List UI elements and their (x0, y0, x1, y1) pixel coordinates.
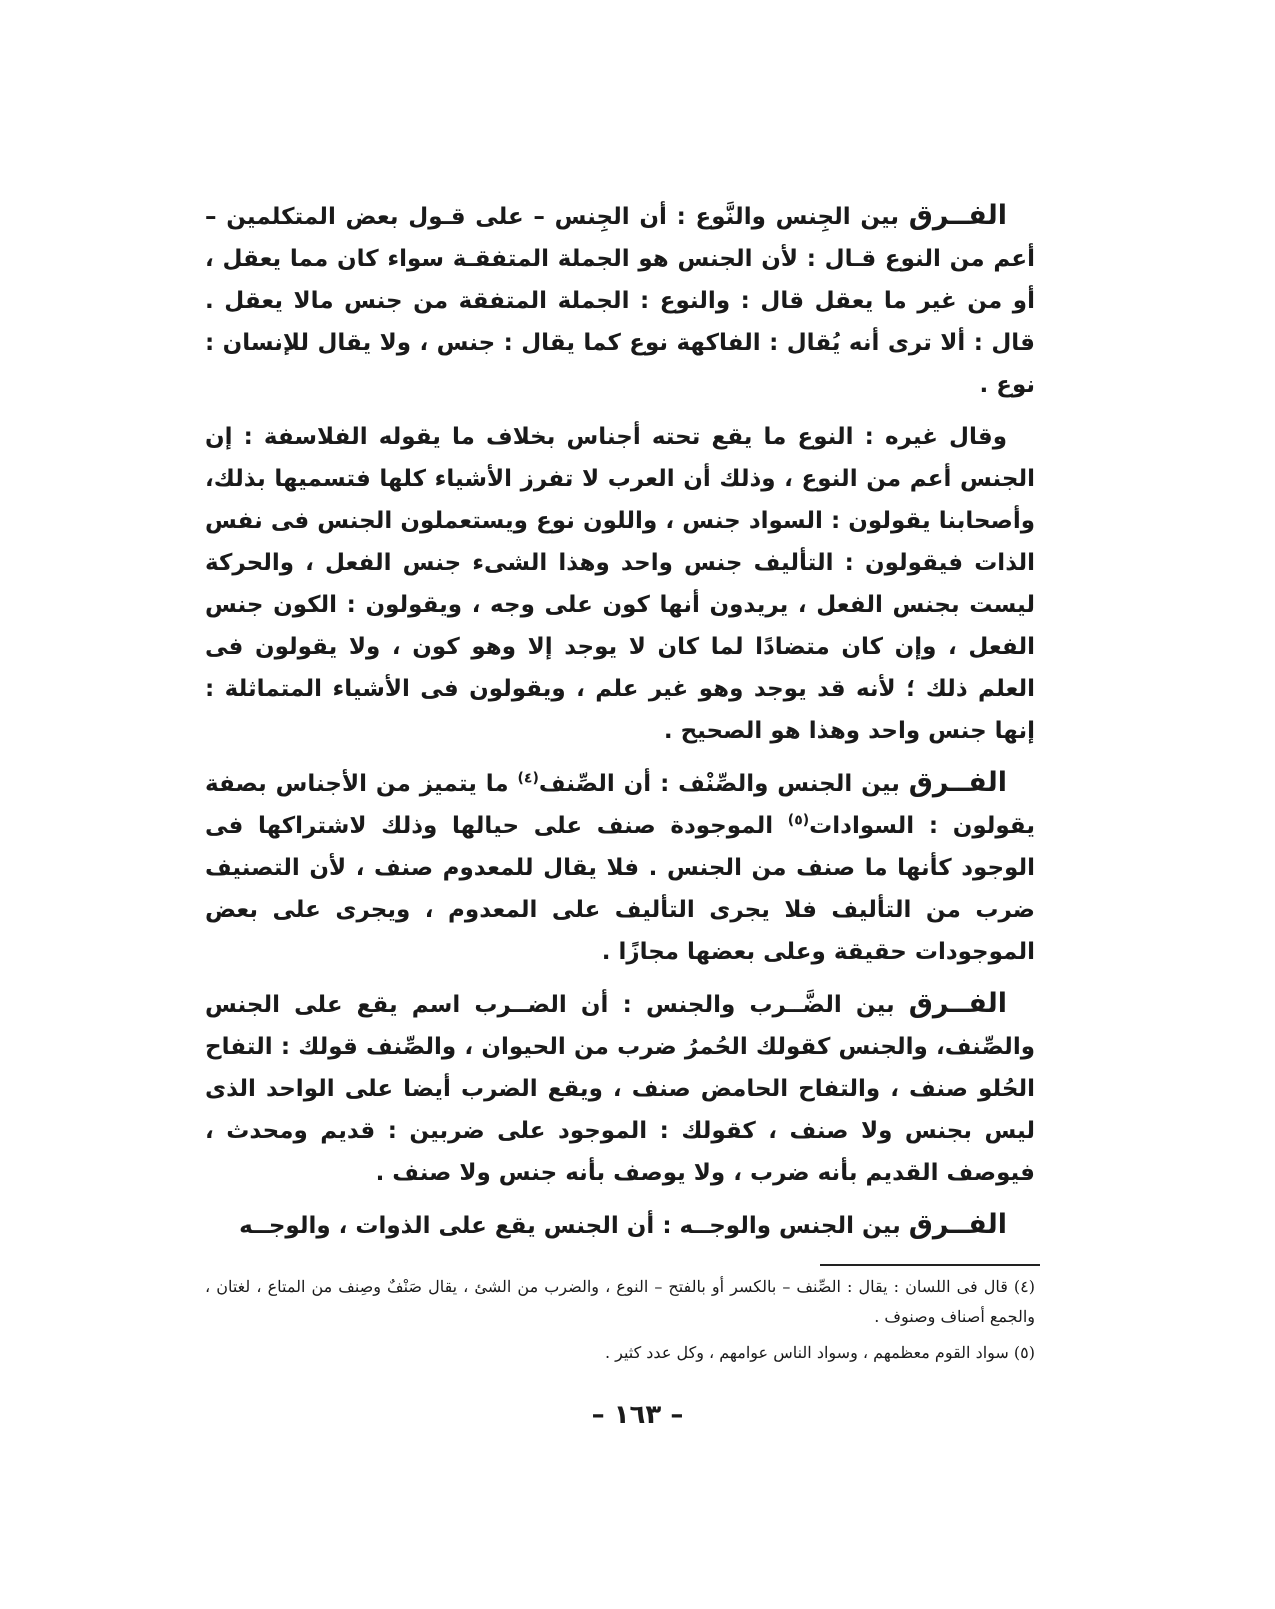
section-heading: بين الجِنس والنَّوع : (676, 204, 900, 230)
footnote-ref-5[interactable]: (٥) (787, 812, 810, 829)
paragraph-genus-aspect (205, 1204, 1035, 1247)
footnote-4: (٤) قال فى اللسان : يقال : الصِّنف – بالكسر أو بالفتح – النوع ، والضرب من الشئ ، يقال صَنْفٌ وصِنف من المتاع ، لغتان ، والجمع أصناف وصنوف . (205, 1277, 1035, 1326)
paragraph-text: ما يتميز من الأجناس بصفة يقولون : السوادات (205, 771, 1035, 839)
paragraph-text: أن الجنس يقع على الذوات ، والوجــه (239, 1213, 655, 1239)
paragraph-genus-kind (205, 762, 1035, 973)
paragraph-text: أن الضــرب اسم يقع على الجنس والصِّنف، والجنس كقولك الحُمرُ ضرب من الحيوان ، والصِّنف قولك : التفاح الحُلو صنف ، والتفاح الحامض صنف ، ويقع الضرب أيضا على الواحد الذى ليس بجنس ولا صنف ، كقولك : الموجود على ضربين : قديم ومحدث ، فيوصف القديم بأنه ضرب ، ولا يوصف بأنه جنس ولا صنف . (205, 992, 1035, 1186)
section-lead: الفــرق (908, 1209, 1007, 1240)
section-heading: بين الجنس والصِّنْف : (660, 771, 900, 797)
paragraph-text: أن الصِّنف (538, 771, 652, 797)
footnote-divider (820, 1264, 1040, 1266)
paragraph-genus-species (205, 195, 1035, 406)
paragraph-other-opinion (205, 416, 1035, 752)
footnotes (205, 1272, 1035, 1374)
paragraph-text: أن الجِنس – على قـول بعض المتكلمين – أعم من النوع قـال : لأن الجنس هو الجملة المتفقـة سواء كان مما يعقل ، أو من غير ما يعقل قال : والنوع : الجملة المتفقة من جنس مالا يعقل . قال : ألا ترى أنه يُقال : الفاكهة نوع كما يقال : جنس ، ولا يقال للإنسان : نوع . (205, 204, 1035, 398)
paragraph-type-genus (205, 983, 1035, 1194)
main-text (205, 195, 1035, 1257)
section-lead: الفــرق (908, 988, 1008, 1019)
footnote-5: (٥) سواد القوم معظمهم ، وسواد الناس عوامهم ، وكل عدد كثير . (604, 1343, 1035, 1362)
page-number: – ١٦٣ – (591, 1400, 684, 1430)
paragraph-text: وقال غيره : النوع ما يقع تحته أجناس بخلاف ما يقوله الفلاسفة : إن الجنس أعم من النوع ، وذلك أن العرب لا تفرز الأشياء كلها فتسميها بذلك، وأصحابنا يقولون : السواد جنس ، واللون نوع ويستعملون الجنس فى نفس الذات فيقولون : التأليف جنس واحد وهذا الشىء جنس الفعل ، والحركة ليست بجنس الفعل ، يريدون أنها كون على وجه ، ويقولون : الكون جنس الفعل ، وإن كان متضادًا لما كان لا يوجد إلا وهو كون ، ولا يقولون فى العلم ذلك ؛ لأنه قد يوجد وهو غير علم ، ويقولون فى الأشياء المتماثلة : إنها جنس واحد وهذا هو الصحيح . (205, 424, 1035, 744)
section-heading: بين الجنس والوجــه : (662, 1213, 901, 1239)
section-heading: بين الضَّــرب والجنس : (622, 992, 895, 1018)
paragraph-text: الموجودة صنف على حيالها وذلك لاشتراكها فى الوجود كأنها ما صنف من الجنس . فلا يقال للمعدوم صنف ، لأن التصنيف ضرب من التأليف فلا يجرى التأليف على المعدوم ، ويجرى على بعض الموجودات حقيقة وعلى بعضها مجازًا . (205, 813, 1035, 965)
section-lead: الفــرق (908, 767, 1007, 798)
footnote-ref-4[interactable]: (٤) (517, 770, 539, 787)
section-lead: الفــرق (908, 200, 1007, 231)
